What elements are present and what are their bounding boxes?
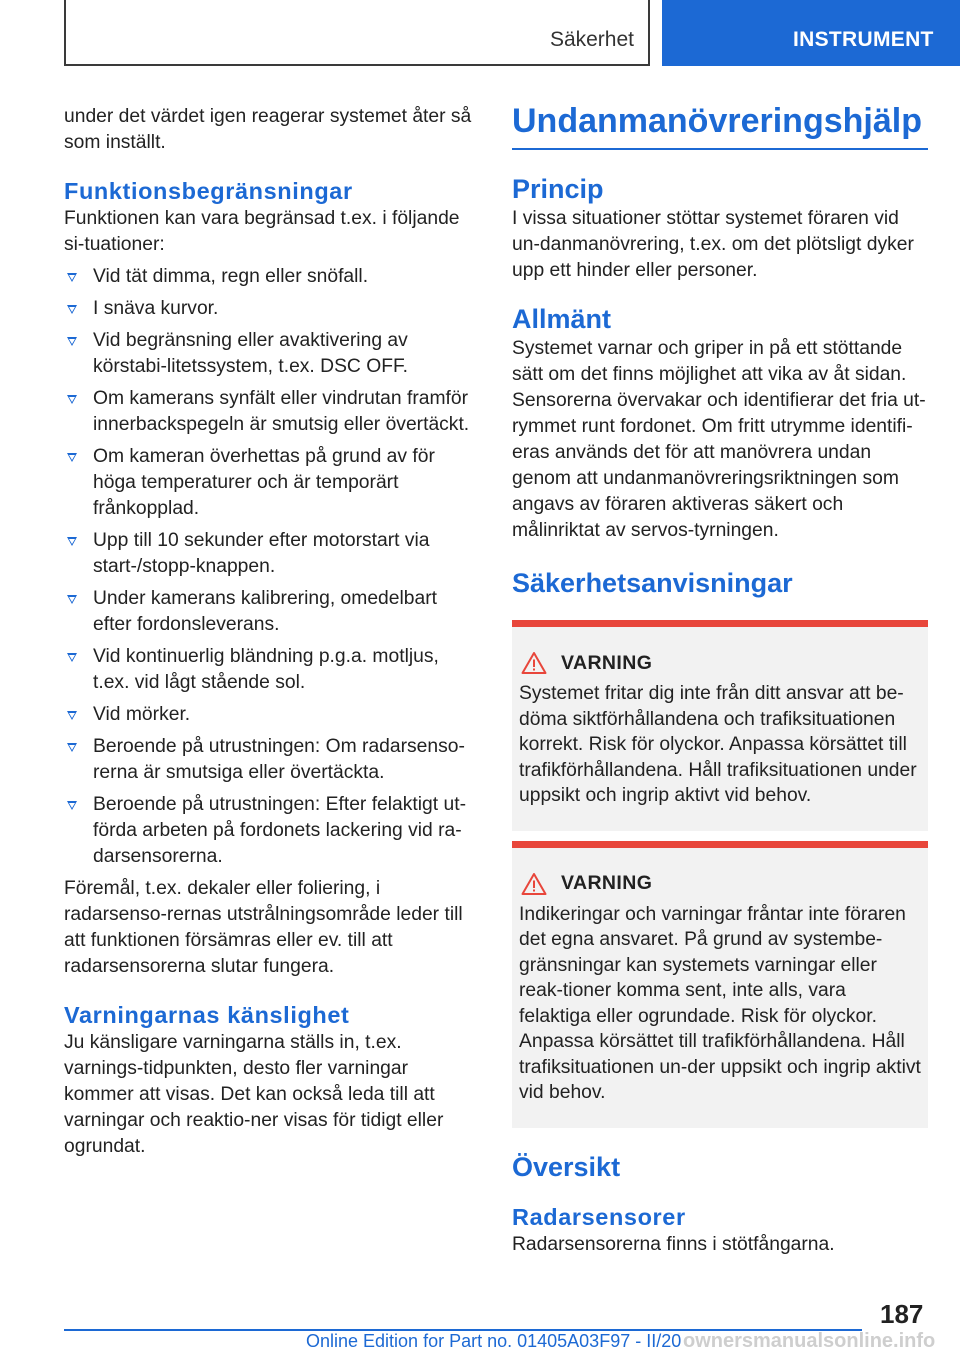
triangle-bullet-icon xyxy=(67,653,77,662)
triangle-bullet-icon xyxy=(67,337,77,346)
right-column xyxy=(512,100,928,1258)
general-paragraph: Systemet varnar och griper in på ett stöttande sätt om det finns möjlighet att vika av åt sidan. Sensorerna övervakar och identifierar det fria ut‐rymmet runt fordonet. Om fritt utrymme identifi‐eras används det för att manövrera undan genom att undanmanövreringsriktningen som angavs av föraren aktiveras säkert och målinriktat av servos‐tyrningen. xyxy=(512,338,926,541)
list-item xyxy=(64,792,480,870)
list-item-text: Om kamerans synfält eller vindrutan framför innerbackspegeln är smutsig eller övertäckt. xyxy=(93,388,470,435)
warning-text: Indikeringar och varningar fråntar inte föraren det egna ansvaret. På grund av systembe‐gränsningar kan systemets varningar eller reak‐tioner komma sent, inte alls, vara felaktiga eller ogrundade. Risk för olyckor. Anpassa körsättet till trafikförhållandena. Håll trafiksituationen un‐der uppsikt och ingrip aktivt vid behov. xyxy=(519,903,921,1103)
list-item-text: Beroende på utrustningen: Om radarsenso‐rerna är smutsiga eller övertäckta. xyxy=(93,736,465,783)
objects-paragraph: Föremål, t.ex. dekaler eller foliering, i radarsenso‐rernas utstrålningsområde leder till att funktionen försämras eller ev. till att radarsensorerna slutar fungera. xyxy=(64,878,463,977)
triangle-bullet-icon xyxy=(67,453,77,462)
list-item xyxy=(64,644,480,696)
page-title: Undanmanövreringshjälp xyxy=(512,102,922,140)
radar-heading: Radarsensorer xyxy=(512,1203,686,1230)
radar-paragraph: Radarsensorerna finns i stötfångarna. xyxy=(512,1233,835,1255)
list-item xyxy=(64,734,480,786)
warning-text: Systemet fritar dig inte från ditt ansvar att be‐döma siktförhållandena och trafiksituationen korrekt. Risk för olyckor. Anpassa körsättet till trafikförhållandena. Håll trafiksituationen under uppsikt och ingrip aktivt vid behov. xyxy=(519,683,917,806)
triangle-bullet-icon xyxy=(67,595,77,604)
triangle-bullet-icon xyxy=(67,801,77,810)
principle-paragraph: I vissa situationer stöttar systemet föraren vid un‐danmanövrering, t.ex. om det plötsligt dyker upp ett hinder eller personer. xyxy=(512,208,914,281)
list-item xyxy=(64,328,480,380)
list-item-text: Vid begränsning eller avaktivering av körstabi‐litetssystem, t.ex. DSC OFF. xyxy=(93,330,408,377)
triangle-bullet-icon xyxy=(67,395,77,404)
warning-triangle-icon xyxy=(521,872,547,896)
triangle-bullet-icon xyxy=(67,273,77,282)
warning-box xyxy=(512,620,928,831)
list-item xyxy=(64,586,480,638)
list-item xyxy=(64,444,480,522)
warning-title: VARNING xyxy=(561,872,653,894)
list-item xyxy=(64,296,480,322)
warning-box xyxy=(512,841,928,1128)
list-item-text: Vid kontinuerlig bländning p.g.a. motljus, t.ex. vid lågt stående sol. xyxy=(93,646,439,693)
warning-title: VARNING xyxy=(561,651,653,674)
page-number: 187 xyxy=(880,1299,924,1329)
triangle-bullet-icon xyxy=(67,537,77,546)
limits-list xyxy=(64,264,480,870)
footer-edition: Online Edition for Part no. 01405A03F97 - II/20 xyxy=(306,1331,682,1351)
triangle-bullet-icon xyxy=(67,743,77,752)
list-item-text: I snäva kurvor. xyxy=(93,298,219,319)
sensitivity-paragraph: Ju känsligare varningarna ställs in, t.ex. varnings‐tidpunkten, desto fler varningar kommer att visas. Det kan också leda till att varningar och reaktio‐ner visas för tidigt eller ogrundat. xyxy=(64,1032,444,1157)
header-chapter-label: INSTRUMENT xyxy=(793,28,934,51)
header-chapter-tab[interactable] xyxy=(662,0,960,66)
overview-heading: Översikt xyxy=(512,1151,621,1182)
triangle-bullet-icon xyxy=(67,305,77,314)
list-item xyxy=(64,702,480,728)
left-column xyxy=(64,104,480,1160)
title-divider xyxy=(512,148,928,150)
intro-paragraph: under det värdet igen reagerar systemet åter så som inställt. xyxy=(64,106,472,153)
limits-heading: Funktionsbegränsningar xyxy=(64,178,353,204)
list-item-text: Beroende på utrustningen: Efter felaktigt ut‐förda arbeten på fordonets lackering vid ra‐darsensorerna. xyxy=(93,794,466,867)
list-item-text: Om kameran överhettas på grund av för höga temperaturer och är temporärt frånkopplad. xyxy=(93,446,435,519)
watermark: ownersmanualsonline.info xyxy=(683,1330,936,1352)
header-section-title: Säkerhet xyxy=(549,28,634,51)
warning-triangle-icon xyxy=(521,651,547,675)
limits-intro: Funktionen kan vara begränsad t.ex. i följande si‐tuationer: xyxy=(64,208,460,255)
list-item xyxy=(64,264,480,290)
warning-header xyxy=(519,649,921,677)
principle-heading: Princip xyxy=(512,174,604,204)
header-section-box xyxy=(64,0,650,66)
list-item-text: Vid mörker. xyxy=(93,704,191,725)
list-item xyxy=(64,528,480,580)
list-item-text: Upp till 10 sekunder efter motorstart via start-/stopp-knappen. xyxy=(93,530,430,577)
list-item xyxy=(64,386,480,438)
list-item-text: Vid tät dimma, regn eller snöfall. xyxy=(93,266,369,287)
warning-header xyxy=(519,870,921,898)
triangle-bullet-icon xyxy=(67,711,77,720)
sensitivity-heading: Varningarnas känslighet xyxy=(64,1002,350,1028)
safety-heading: Säkerhetsanvisningar xyxy=(512,568,793,598)
general-heading: Allmänt xyxy=(512,304,612,334)
list-item-text: Under kamerans kalibrering, omedelbart efter fordonsleverans. xyxy=(93,588,438,635)
